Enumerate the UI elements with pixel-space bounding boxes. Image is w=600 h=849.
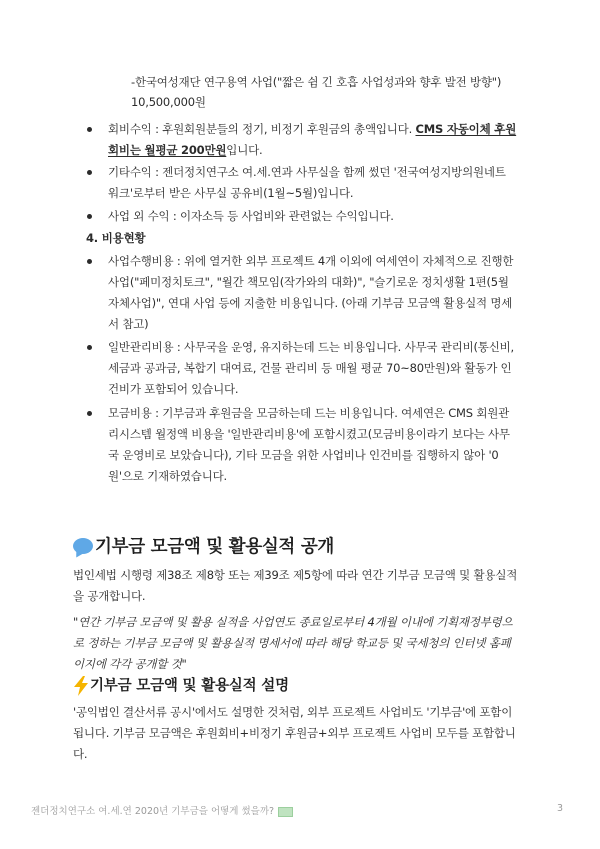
bullet: [87, 259, 92, 264]
explanation-body-line-3: 다.: [73, 747, 88, 761]
explanation-body-line-2: 됩니다. 기부금 모금액은 후원회비+비정기 후원금+외부 프로젝트 사업비 모두를 포함합니: [73, 726, 516, 740]
membership-lead: 회비수익 : 후원회원분들의 정기, 비정기 후원금의 총액입니다.: [108, 122, 416, 136]
project-cost-line-3: 자체사업)", 연대 사업 등에 지출한 비용입니다. (아래 기부금 모금액 활용실적 명세: [108, 296, 513, 310]
bullet: [87, 170, 92, 175]
disclosure-quote-line-2: 로 정하는 기부금 모금액 및 활용실적 명세서에 따라 해당 학교등 및 국세청의 인터넷 홈페: [73, 636, 511, 650]
membership-tail: 입니다.: [226, 143, 263, 157]
admin-cost-line-3: 건비가 포함되어 있습니다.: [108, 382, 239, 396]
disclosure-title: 기부금 모금액 및 활용실적 공개: [95, 537, 335, 557]
explanation-body-line-1: '공익법인 결산서류 공시'에서도 설명한 것처럼, 외부 프로젝트 사업비도 '기부금'에 포함이: [73, 705, 513, 719]
footer-text: 젠더정치연구소 여.세.연 2020년 기부금을 어떻게 썼을까?: [31, 806, 275, 817]
fundraising-cost-line-1: 모금비용 : 기부금과 후원금을 모금하는데 드는 비용입니다. 여세연은 CMS 회원관: [108, 406, 510, 420]
bullet: [87, 127, 92, 132]
fundraising-cost-line-3: 국 운영비로 보았습니다), 기타 모금을 위한 사업비나 인건비를 집행하지 않아 '0: [108, 448, 499, 462]
admin-cost-line-2: 세금과 공과금, 복합기 대여료, 건물 관리비 등 매월 평균 70~80만원)와 활동가 인: [108, 361, 512, 375]
membership-line-2: [108, 140, 262, 161]
disclosure-body-line-1: 법인세법 시행령 제38조 제8항 또는 제39조 제5항에 따라 연간 기부금 모금액 및 활용실적: [73, 568, 518, 582]
page-number: 3: [557, 803, 564, 814]
disclosure-body-line-2: 을 공개합니다.: [73, 589, 146, 603]
membership-highlight-1: CMS 자동이체 후원: [415, 122, 517, 136]
project-cost-line-1: 사업수행비용 : 위에 열거한 외부 프로젝트 4개 이외에 여세연이 자체적으로 진행한: [108, 254, 514, 268]
membership-highlight-2: 회비는 월평균 200만원: [108, 143, 227, 157]
disclosure-quote-line-3: 이지에 각각 공개할 것": [73, 657, 187, 671]
bullet: [87, 214, 92, 219]
other-income-line-2: 워크'로부터 받은 사무실 공유비(1월~5월)입니다.: [108, 186, 354, 200]
speech-bubble-icon: [73, 538, 93, 554]
lightning-icon: [73, 676, 89, 696]
fundraising-cost-line-2: 리시스템 월정액 비용을 '일반관리비용'에 포함시켰고(모금비용이라기 보다는 사무: [108, 427, 510, 441]
project-line: -한국여성재단 연구용역 사업("짧은 쉼 긴 호흡 사업성과와 향후 발전 방향"): [131, 75, 502, 89]
project-cost-line-2: 사업("페미정치토크", "월간 책모임(작가와의 대화)", "슬기로운 정치생활 1편(5월: [108, 275, 509, 289]
admin-cost-line-1: 일반관리비용 : 사무국을 운영, 유지하는데 드는 비용입니다. 사무국 관리비(통신비,: [108, 340, 514, 354]
bullet: [87, 411, 92, 416]
membership-line-1: [108, 119, 516, 140]
explanation-title: 기부금 모금액 및 활용실적 설명: [90, 678, 289, 694]
bullet: [87, 345, 92, 350]
project-amount: 10,500,000원: [131, 95, 206, 109]
money-emoji-icon: [278, 807, 293, 817]
cost-heading: 4. 비용현황: [86, 231, 146, 245]
disclosure-quote-line-1: "연간 기부금 모금액 및 활용 실적을 사업연도 종료일로부터 4개월 이내에 기획재정부령으: [73, 615, 513, 629]
other-income-line-1: 기타수익 : 젠더정치연구소 여.세.연과 사무실을 함께 썼던 '전국여성지방의원네트: [108, 165, 506, 179]
footer-text-wrap: [31, 803, 293, 817]
project-cost-line-4: 서 참고): [108, 317, 149, 331]
fundraising-cost-line-4: 원'으로 기재하였습니다.: [108, 469, 227, 483]
nonbusiness-income: 사업 외 수익 : 이자소득 등 사업비와 관련없는 수익입니다.: [108, 209, 394, 223]
